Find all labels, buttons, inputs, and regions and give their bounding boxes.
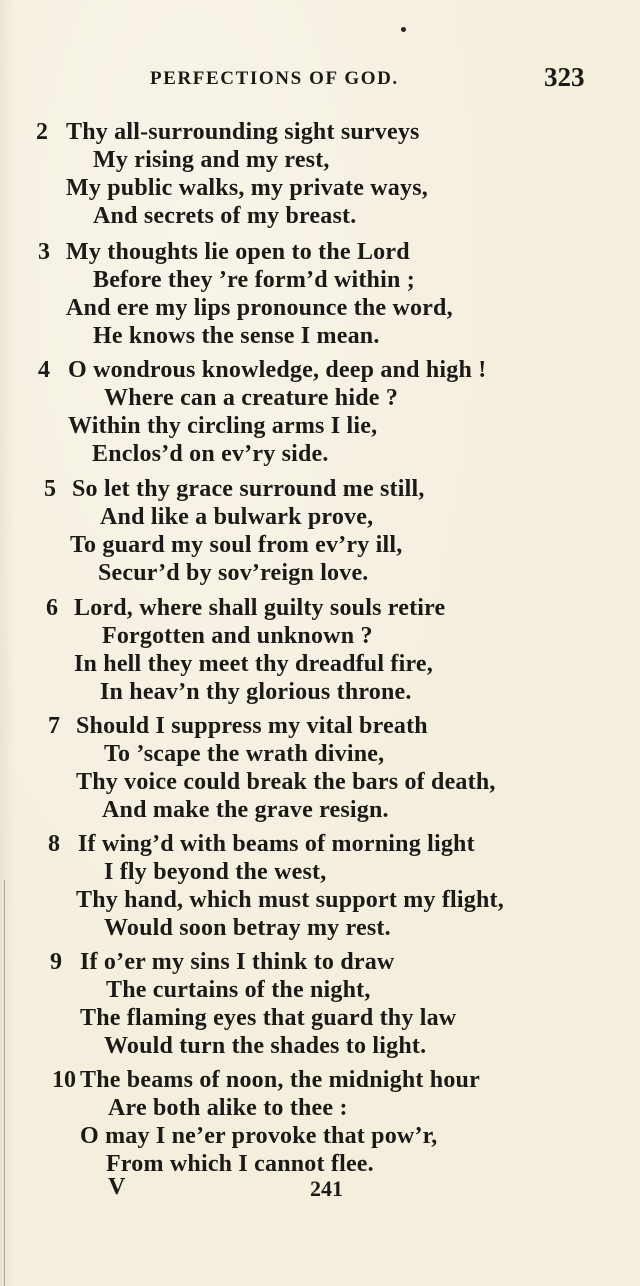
verse-line: Before they ’re form’d within ; — [93, 267, 415, 293]
verse-line: Where can a creature hide ? — [104, 385, 399, 411]
verse-line: Within thy circling arms I lie, — [68, 413, 378, 439]
verse-line: Secur’d by sov’reign love. — [98, 560, 369, 586]
verse-line: So let thy grace surround me still, — [72, 476, 425, 502]
verse-line: Forgotten and unknown ? — [102, 623, 373, 649]
ink-speck — [401, 27, 406, 32]
verse-line: My public walks, my private ways, — [66, 175, 428, 201]
verse-line: Thy hand, which must support my flight, — [76, 887, 504, 913]
verse-line: Enclos’d on ev’ry side. — [92, 441, 329, 467]
verse-line: O may I ne’er provoke that pow’r, — [80, 1123, 438, 1149]
verse-line: The beams of noon, the midnight hour — [80, 1067, 480, 1093]
verse-line: I fly beyond the west, — [104, 859, 327, 885]
verse-line: And ere my lips pronounce the word, — [66, 295, 453, 321]
running-head — [0, 62, 640, 102]
verse-line: In hell they meet thy dreadful fire, — [74, 651, 433, 677]
folio-number: 241 — [310, 1176, 343, 1201]
verse-line: My thoughts lie open to the Lord — [66, 239, 410, 265]
verse-line: To guard my soul from ev’ry ill, — [70, 532, 403, 558]
verse-line: Should I suppress my vital breath — [76, 713, 428, 739]
verse-line: Would turn the shades to light. — [104, 1033, 427, 1059]
verse-line: Thy all-surrounding sight surveys — [66, 119, 420, 145]
page-number: 323 — [544, 62, 585, 92]
stanza-number: 2 — [36, 119, 48, 145]
verse-line: Lord, where shall guilty souls retire — [74, 595, 446, 621]
verse-line: O wondrous knowledge, deep and high ! — [68, 357, 487, 383]
stanza-number: 6 — [46, 595, 58, 621]
page-edge-rule — [4, 880, 5, 1286]
verse-line: Would soon betray my rest. — [104, 915, 391, 941]
verse-line: The flaming eyes that guard thy law — [80, 1005, 457, 1031]
stanza-number: 5 — [44, 476, 56, 502]
signature-mark: V — [108, 1174, 126, 1200]
verse-line: And like a bulwark prove, — [100, 504, 374, 530]
stanza-number: 10 — [52, 1067, 76, 1093]
verse-line: The curtains of the night, — [106, 977, 371, 1003]
stanza-number: 3 — [38, 239, 50, 265]
stanza-number: 9 — [50, 949, 62, 975]
verse-line: To ’scape the wrath divine, — [104, 741, 385, 767]
verse-line: From which I cannot flee. — [106, 1151, 374, 1177]
verse-line: If o’er my sins I think to draw — [80, 949, 395, 975]
verse-line: If wing’d with beams of morning light — [78, 831, 475, 857]
verse-line: My rising and my rest, — [93, 147, 330, 173]
page-footer — [0, 1174, 640, 1208]
verse-line: Thy voice could break the bars of death, — [76, 769, 496, 795]
stanza-number: 7 — [48, 713, 60, 739]
running-title: PERFECTIONS OF GOD. — [150, 68, 399, 89]
verse-line: Are both alike to thee : — [108, 1095, 348, 1121]
stanza-number: 8 — [48, 831, 60, 857]
verse-line: And secrets of my breast. — [93, 203, 357, 229]
verse-line: He knows the sense I mean. — [93, 323, 380, 349]
verse-line: And make the grave resign. — [102, 797, 389, 823]
stanza-number: 4 — [38, 357, 50, 383]
verse-line: In heav’n thy glorious throne. — [100, 679, 412, 705]
